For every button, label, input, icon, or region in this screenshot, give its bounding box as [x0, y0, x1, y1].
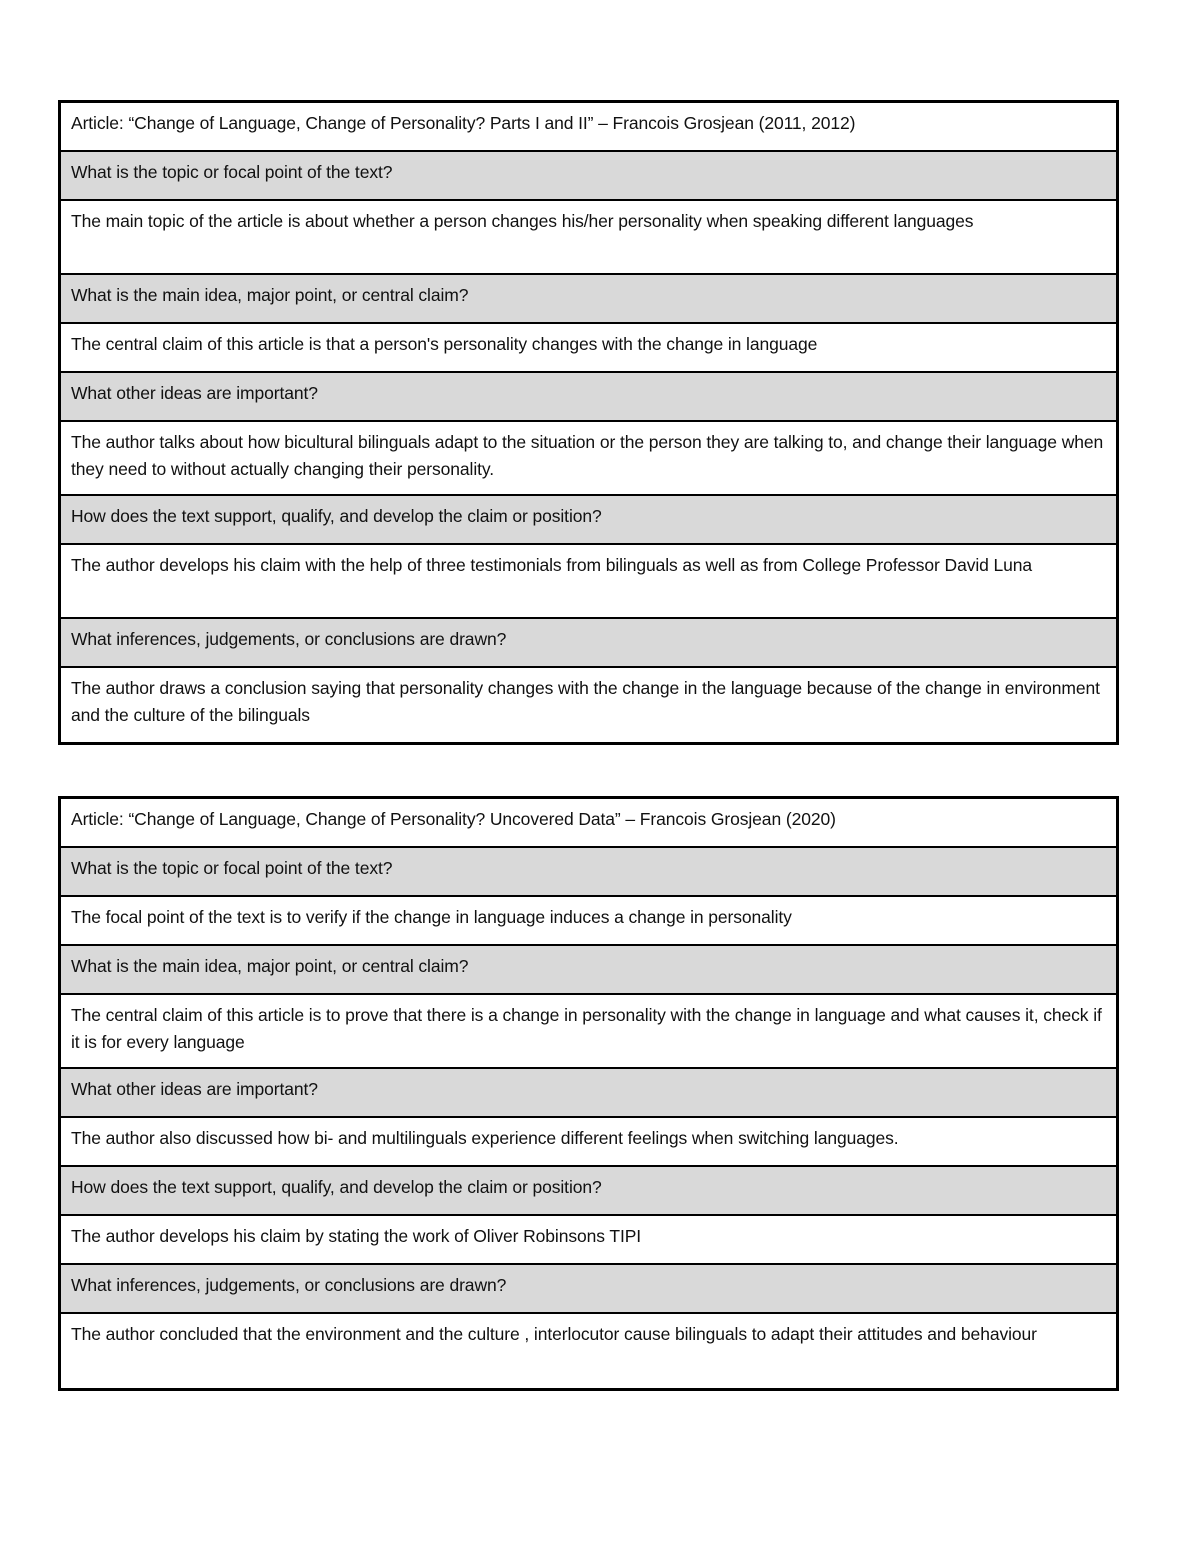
- question-conclusions: What inferences, judgements, or conclusions are drawn?: [61, 1265, 1116, 1314]
- question-other-ideas: What other ideas are important?: [61, 373, 1116, 422]
- answer-main-idea: The central claim of this article is that a person's personality changes with the change in language: [61, 324, 1116, 373]
- question-main-idea: What is the main idea, major point, or central claim?: [61, 275, 1116, 324]
- question-topic: What is the topic or focal point of the text?: [61, 848, 1116, 897]
- answer-topic: The focal point of the text is to verify if the change in language induces a change in personality: [61, 897, 1116, 946]
- question-support: How does the text support, qualify, and develop the claim or position?: [61, 496, 1116, 545]
- article-table-2: [58, 796, 1119, 1391]
- answer-other-ideas: The author talks about how bicultural bilinguals adapt to the situation or the person they are talking to, and change their language when they need to without actually changing their personality.: [61, 422, 1116, 496]
- article-table-1: [58, 100, 1119, 745]
- question-main-idea: What is the main idea, major point, or central claim?: [61, 946, 1116, 995]
- question-other-ideas: What other ideas are important?: [61, 1069, 1116, 1118]
- answer-support: The author develops his claim with the help of three testimonials from bilinguals as well as from College Professor David Luna: [61, 545, 1116, 619]
- question-topic: What is the topic or focal point of the text?: [61, 152, 1116, 201]
- answer-topic: The main topic of the article is about whether a person changes his/her personality when speaking different languages: [61, 201, 1116, 275]
- answer-main-idea: The central claim of this article is to prove that there is a change in personality with the change in language and what causes it, check if it is for every language: [61, 995, 1116, 1069]
- answer-conclusions: The author concluded that the environment and the culture , interlocutor cause bilinguals to adapt their attitudes and behaviour: [61, 1314, 1116, 1388]
- article-title-row: Article: “Change of Language, Change of Personality? Parts I and II” – Francois Grosjean (2011, 2012): [61, 103, 1116, 152]
- question-conclusions: What inferences, judgements, or conclusions are drawn?: [61, 619, 1116, 668]
- answer-conclusions: The author draws a conclusion saying that personality changes with the change in the language because of the change in environment and the culture of the bilinguals: [61, 668, 1116, 742]
- article-title-row: Article: “Change of Language, Change of Personality? Uncovered Data” – Francois Grosjean (2020): [61, 799, 1116, 848]
- answer-support: The author develops his claim by stating the work of Oliver Robinsons TIPI: [61, 1216, 1116, 1265]
- question-support: How does the text support, qualify, and develop the claim or position?: [61, 1167, 1116, 1216]
- answer-other-ideas: The author also discussed how bi- and multilinguals experience different feelings when switching languages.: [61, 1118, 1116, 1167]
